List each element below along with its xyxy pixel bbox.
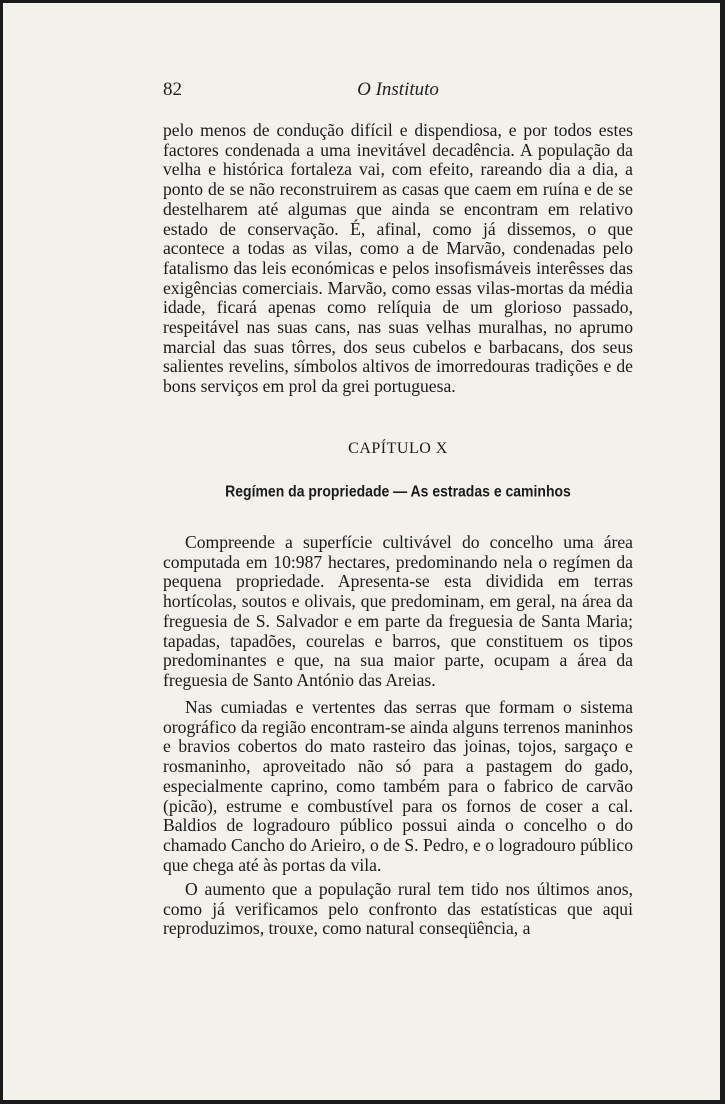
page-number: 82 [163, 79, 182, 100]
chapter-heading: CAPÍTULO X [348, 440, 448, 457]
paragraph-4 [163, 880, 633, 939]
paragraph-text: pelo menos de condução difícil e dispendiosa, e por todos estes factores condenada a uma inevitável decadência. A população da velha e histórica fortaleza vai, com efeito, rareando dia a dia, a ponto de se não reconstruirem as casas que caem em ruína e de se destelharem até algumas que ainda se encontram em relativo estado de conservação. É, afinal, como já dissemos, o que acontece a todas as vilas, como a de Marvão, condenadas pelo fatalismo das leis económicas e pelos insofismáveis interêsses das exigências comerciais. Marvão, como essas vilas-mortas da média idade, ficará apenas como relíquia de um glorioso passado, respeitável nas suas cans, nas suas velhas muralhas, no aprumo marcial das suas tôrres, dos seus cubelos e barbacans, dos seus salientes revelins, símbolos altivos de imorredouras tradições e de bons serviços em prol da grei portuguesa. [163, 120, 633, 397]
paragraph-3 [163, 698, 633, 875]
page-header [163, 79, 633, 103]
paragraph-text: Compreende a superfície cultivável do concelho uma área computada em 10:987 hectares, predominando nela o regímen da pequena propriedade. Apresenta-se esta dividida em terras hortícolas, soutos e olivais, que predominam, em geral, na área da freguesia de S. Salvador e em parte da freguesia de Santa Maria; tapadas, tapadões, courelas e barros, que constituem os tipos predominantes e que, na sua maior parte, ocupam a área da freguesia de Santo António das Areias. [163, 532, 633, 690]
chapter-subtitle: Regímen da propriedade — As estradas e caminhos [225, 481, 571, 501]
paragraph-2 [163, 533, 633, 691]
paragraph-text: O aumento que a população rural tem tido nos últimos anos, como já verificamos pelo confronto das estatísticas que aqui reproduzimos, trouxe, como natural conseqüência, a [163, 879, 633, 939]
paragraph-1 [163, 121, 633, 397]
book-page [3, 3, 720, 1100]
paragraph-text: Nas cumiadas e vertentes das serras que formam o sistema orográfico da região encontram-se ainda alguns terrenos maninhos e bravios cobertos do mato rasteiro das joinas, tojos, sargaço e rosmaninho, aproveitado não só para a pastagem do gado, especialmente caprino, como também para o fabrico de carvão (picão), estrume e combustível para os fornos de coser a cal. Baldios de logradouro público possui ainda o concelho o do chamado Cancho do Arieiro, o de S. Pedro, e o logradouro público que chega até às portas da vila. [163, 697, 633, 875]
running-title: O Instituto [357, 79, 439, 100]
